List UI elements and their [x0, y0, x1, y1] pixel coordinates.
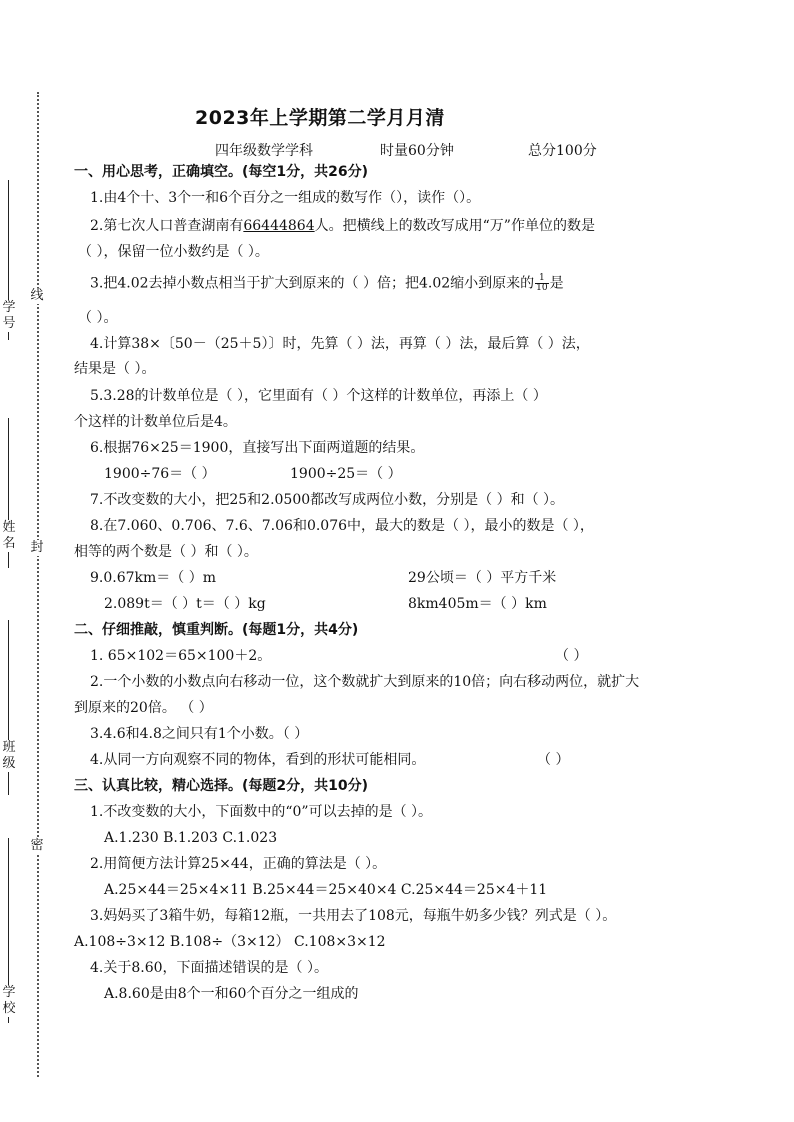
- s1-q2-text-a: 2.第七次人口普查湖南有: [90, 218, 244, 234]
- s3-q2: 2.用简便方法计算25×44，正确的算法是（ ）。: [90, 856, 387, 872]
- s3-q1: 1.不改变数的大小，下面数中的“0”可以去掉的是（ ）。: [90, 804, 433, 820]
- exam-title: 2023年上学期第二学月月清: [195, 107, 445, 129]
- seal-char-feng: 封: [28, 540, 46, 556]
- time-limit: 时量60分钟: [380, 143, 454, 159]
- seal-char-xian: 线: [28, 288, 46, 304]
- s1-q3-fraction: [535, 274, 548, 293]
- s2-q4: 4.从同一方向观察不同的物体，看到的形状可能相同。: [90, 752, 426, 768]
- school-label: 学校: [2, 985, 16, 1016]
- s1-q1: 1.由4个十、3个一和6个百分之一组成的数写作（），读作（）。: [90, 190, 481, 206]
- s1-q2-population: 66444864: [243, 218, 315, 234]
- s2-q1-paren: （ ）: [555, 648, 588, 664]
- seal-char-mi: 密: [28, 838, 46, 854]
- s1-q9-b2: 8km405m＝（ ）km: [408, 596, 547, 612]
- s3-q1-options: A.1.230 B.1.203 C.1.023: [104, 830, 278, 846]
- s1-q6-eq2: 1900÷25＝（ ）: [290, 466, 402, 482]
- grade-subject: 四年级数学学科: [215, 143, 313, 159]
- total-score: 总分100分: [528, 143, 597, 159]
- s1-q8-line2: 相等的两个数是（ ）和（ ）。: [74, 544, 258, 560]
- name-label: 姓名: [2, 520, 16, 551]
- s3-q4: 4.关于8.60，下面描述错误的是（ ）。: [90, 960, 328, 976]
- s3-q3: 3.妈妈买了3箱牛奶，每箱12瓶，一共用去了108元，每瓶牛奶多少钱？列式是（ ）。: [90, 908, 617, 924]
- s1-q3-text-a: 3.把4.02去掉小数点相当于扩大到原来的（ ）倍；把4.02缩小到原来的: [90, 275, 535, 292]
- fraction-numerator: 1: [535, 274, 548, 284]
- s2-q3: 3.4.6和4.8之间只有1个小数。（ ）: [90, 726, 309, 742]
- s3-q3-options: A.108÷3×12 B.108÷（3×12） C.108×3×12: [74, 934, 386, 950]
- s1-q3-line2: （ ）。: [78, 310, 118, 326]
- fraction-denominator: 10: [536, 283, 548, 293]
- s1-q9-a1: 9.0.67km＝（ ）m: [90, 570, 217, 586]
- s1-q5-line1: 5.3.28的计数单位是（ ），它里面有（ ）个这样的计数单位，再添上（ ）: [90, 388, 547, 404]
- student-id-label: 学号: [2, 300, 16, 331]
- section2-heading: 二、仔细推敲，慎重判断。(每题1分，共4分): [74, 622, 359, 638]
- s1-q8-line1: 8.在7.060、0.706、7.6、7.06和0.076中，最大的数是（ ），最小的数是（ ），: [90, 518, 594, 534]
- s1-q2-line1: [90, 217, 595, 235]
- s1-q3-text-b: 是: [549, 275, 564, 292]
- section1-heading: 一、用心思考，正确填空。(每空1分，共26分): [74, 164, 369, 180]
- class-label: 班级: [2, 740, 16, 771]
- s1-q2-line2: （ ），保留一位小数约是（ ）。: [78, 244, 269, 260]
- s2-q2-line1: 2.一个小数的小数点向右移动一位，这个数就扩大到原来的10倍；向右移动两位，就扩大: [90, 674, 640, 690]
- s3-q2-options: A.25×44＝25×4×11 B.25×44＝25×40×4 C.25×44＝25×4＋11: [104, 882, 548, 898]
- s2-q2-line2: 到原来的20倍。 （ ）: [74, 700, 213, 716]
- s1-q5-line2: 个这样的计数单位后是4。: [74, 414, 237, 430]
- s1-q4-line2: 结果是（ ）。: [74, 361, 156, 377]
- s1-q2-text-b: 人。把横线上的数改写成用“万”作单位的数是: [314, 218, 595, 234]
- s1-q3-line1: [90, 274, 564, 293]
- s1-q7: 7.不改变数的大小，把25和2.0500都改写成两位小数，分别是（ ）和（ ）。: [90, 492, 565, 508]
- s1-q4-line1: 4.计算38×〔50－（25＋5）〕时，先算（ ）法，再算（ ）法，最后算（ ）法，: [90, 336, 590, 352]
- s3-q4-option-a: A.8.60是由8个一和60个百分之一组成的: [104, 986, 359, 1002]
- s1-q9-b1: 2.089t＝（ ）t＝（ ）kg: [104, 596, 266, 612]
- s2-q4-paren: （ ）: [537, 752, 570, 768]
- s2-q1: 1. 65×102＝65×100＋2。: [90, 648, 272, 664]
- binding-dotted-line: [37, 92, 39, 1077]
- section3-heading: 三、认真比较，精心选择。(每题2分，共10分): [74, 778, 369, 794]
- s1-q6-eq1: 1900÷76＝（ ）: [104, 466, 216, 482]
- s1-q9-a2: 29公顷＝（ ）平方千米: [408, 570, 557, 586]
- s1-q6-line1: 6.根据76×25＝1900，直接写出下面两道题的结果。: [90, 440, 425, 456]
